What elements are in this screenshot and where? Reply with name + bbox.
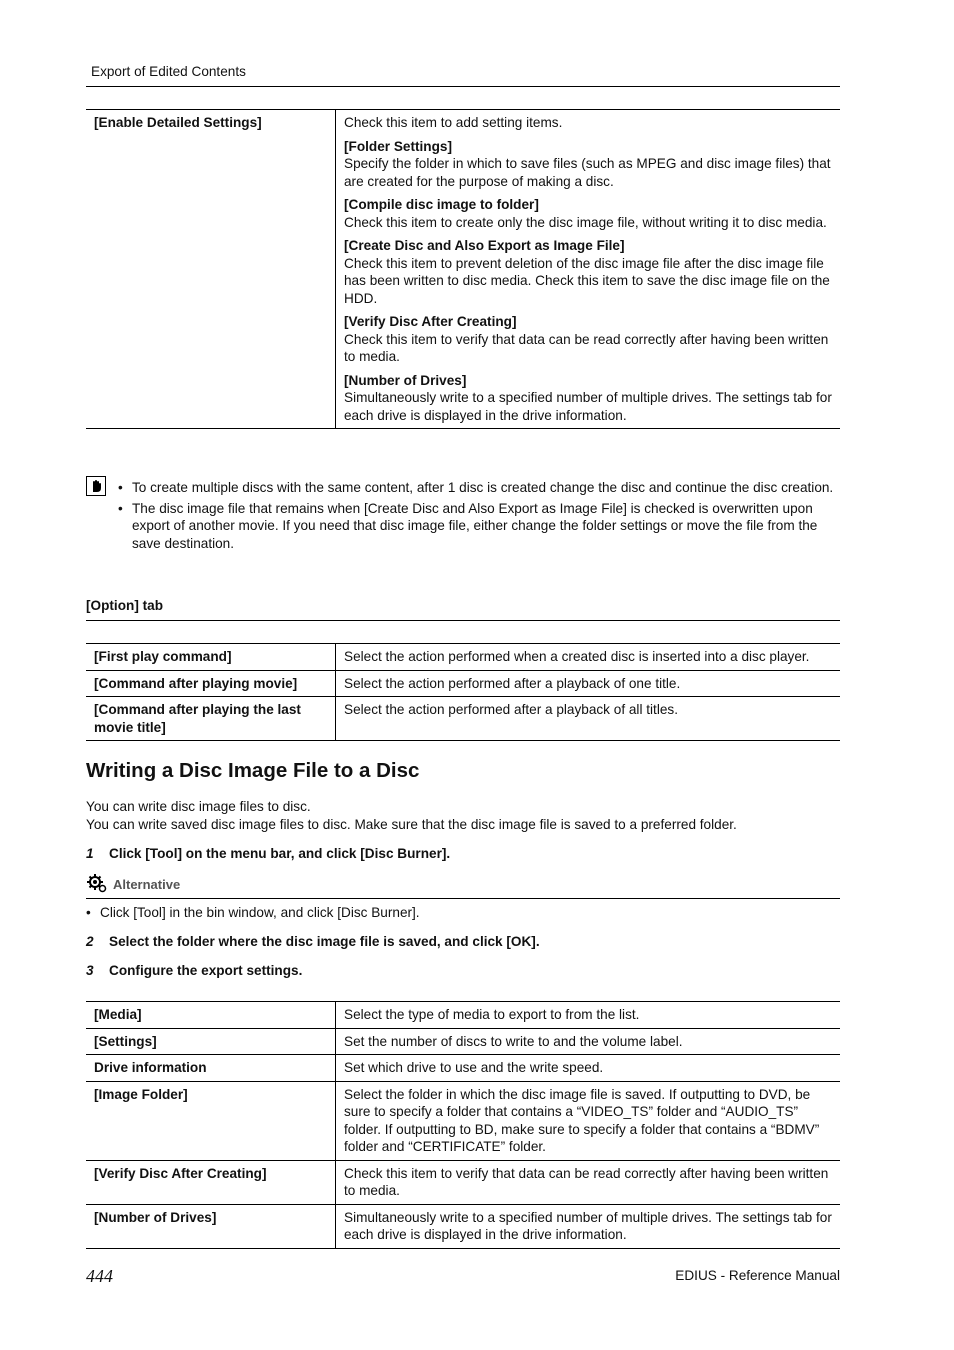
step-text: Select the folder where the disc image file is saved, and click [OK]. — [109, 934, 540, 949]
gear-alternative-icon — [87, 873, 107, 893]
step-2 — [86, 933, 540, 951]
table-row — [86, 1055, 840, 1082]
option-tab-divider — [86, 620, 840, 621]
table-row — [86, 1002, 840, 1029]
option-tab-table — [86, 643, 840, 741]
step-number: 3 — [86, 963, 94, 978]
table-row — [86, 1081, 840, 1160]
table-value-cell: Select the type of media to export to from the list. — [336, 1002, 841, 1029]
table-value-cell: Set which drive to use and the write speed. — [336, 1055, 841, 1082]
table-row — [86, 697, 840, 741]
option-tab-heading: [Option] tab — [86, 598, 164, 613]
step-number: 1 — [86, 846, 94, 861]
table-key-cell: [Enable Detailed Settings] — [86, 110, 336, 429]
sub-setting-title: [Compile disc image to folder] — [344, 197, 539, 212]
table-value-cell: Select the action performed after a playback of one title. — [336, 670, 841, 697]
sub-setting-text: Check this item to create only the disc image file, without writing it to disc media. — [344, 214, 827, 230]
note-item: • The disc image file that remains when [Create Disc and Also Export as Image File] is checked is overwritten upon export of another movie. If you need that disc image file, either change the folder settings or move the file from the save destination. — [118, 500, 840, 553]
intro-line: You can write disc image files to disc. — [86, 799, 311, 814]
detailed-settings-table — [86, 109, 840, 429]
table-value-cell: Select the action performed after a playback of all titles. — [336, 697, 841, 741]
section-intro — [86, 798, 840, 833]
table-key-cell: [Media] — [86, 1002, 336, 1029]
alternative-text: Click [Tool] in the bin window, and click [Disc Burner]. — [100, 905, 420, 920]
sub-setting-title: [Folder Settings] — [344, 138, 452, 154]
sub-setting-title: [Create Disc and Also Export as Image File] — [344, 238, 625, 253]
bullet: • — [86, 905, 91, 920]
hand-note-icon — [86, 476, 106, 496]
table-value-cell: Select the action performed when a created disc is inserted into a disc player. — [336, 644, 841, 671]
table-row — [86, 1160, 840, 1204]
step-number: 2 — [86, 934, 94, 949]
table-key-cell: [First play command] — [86, 644, 336, 671]
table-key-cell: [Command after playing the last movie title] — [86, 697, 336, 741]
step-1 — [86, 845, 450, 863]
table-value-cell: Select the folder in which the disc image file is saved. If outputting to DVD, be sure to specify a folder that contains a “VIDEO_TS” folder and “AUDIO_TS” folder. If outputting to BD, make sure to specify a folder that contains a “BDMV” folder and “CERTIFICATE” folder. — [336, 1081, 841, 1160]
sub-setting-text: Specify the folder in which to save files (such as MPEG and disc image files) that are created for the purpose of making a disc. — [344, 156, 831, 189]
table-key-cell: [Number of Drives] — [86, 1204, 336, 1248]
table-value-cell — [336, 110, 841, 429]
table-value-cell: Set the number of discs to write to and the volume label. — [336, 1028, 841, 1055]
table-row — [86, 644, 840, 671]
note-list — [118, 479, 840, 555]
table-row — [86, 670, 840, 697]
table-value-cell: Simultaneously write to a specified number of multiple drives. The settings tab for each drive is displayed in the drive information. — [336, 1204, 841, 1248]
table-key-cell: [Image Folder] — [86, 1081, 336, 1160]
sub-setting-title: [Number of Drives] — [344, 372, 467, 388]
sub-setting-text: Simultaneously write to a specified number of multiple drives. The settings tab for each drive is displayed in the drive information. — [344, 390, 832, 423]
sub-setting-text: Check this item to verify that data can be read correctly after having been written to media. — [344, 331, 829, 364]
section-title: Writing a Disc Image File to a Disc — [86, 759, 420, 782]
table-key-cell: [Settings] — [86, 1028, 336, 1055]
step-text: Configure the export settings. — [109, 963, 303, 978]
sub-setting-text: Check this item to prevent deletion of the disc image file after the disc image file has been written to disc media. Check this item to save the disc image file on the HDD. — [344, 255, 830, 306]
table-key-cell: [Verify Disc After Creating] — [86, 1160, 336, 1204]
table-row — [86, 1028, 840, 1055]
note-item: • To create multiple discs with the same content, after 1 disc is created change the disc and continue the disc creation. — [118, 479, 840, 497]
intro-line: You can write saved disc image files to disc. Make sure that the disc image file is saved to a preferred folder. — [86, 816, 737, 832]
sub-setting-title: [Verify Disc After Creating] — [344, 314, 517, 329]
step-text: Click [Tool] on the menu bar, and click [Disc Burner]. — [109, 846, 451, 861]
table-value-cell: Check this item to verify that data can be read correctly after having been written to media. — [336, 1160, 841, 1204]
manual-title: EDIUS - Reference Manual — [675, 1268, 840, 1283]
step-3 — [86, 962, 302, 980]
running-head: Export of Edited Contents — [91, 64, 246, 79]
table-key-cell: [Command after playing movie] — [86, 670, 336, 697]
page-number: 444 — [86, 1266, 113, 1286]
alternative-label: Alternative — [113, 877, 181, 892]
table-row — [86, 110, 840, 429]
alternative-header — [86, 872, 840, 899]
header-divider — [86, 86, 840, 87]
alternative-item — [86, 904, 420, 922]
table-row — [86, 1204, 840, 1248]
export-settings-table — [86, 1001, 840, 1249]
table-value-intro: Check this item to add setting items. — [344, 115, 563, 130]
table-key-cell: Drive information — [86, 1055, 336, 1082]
